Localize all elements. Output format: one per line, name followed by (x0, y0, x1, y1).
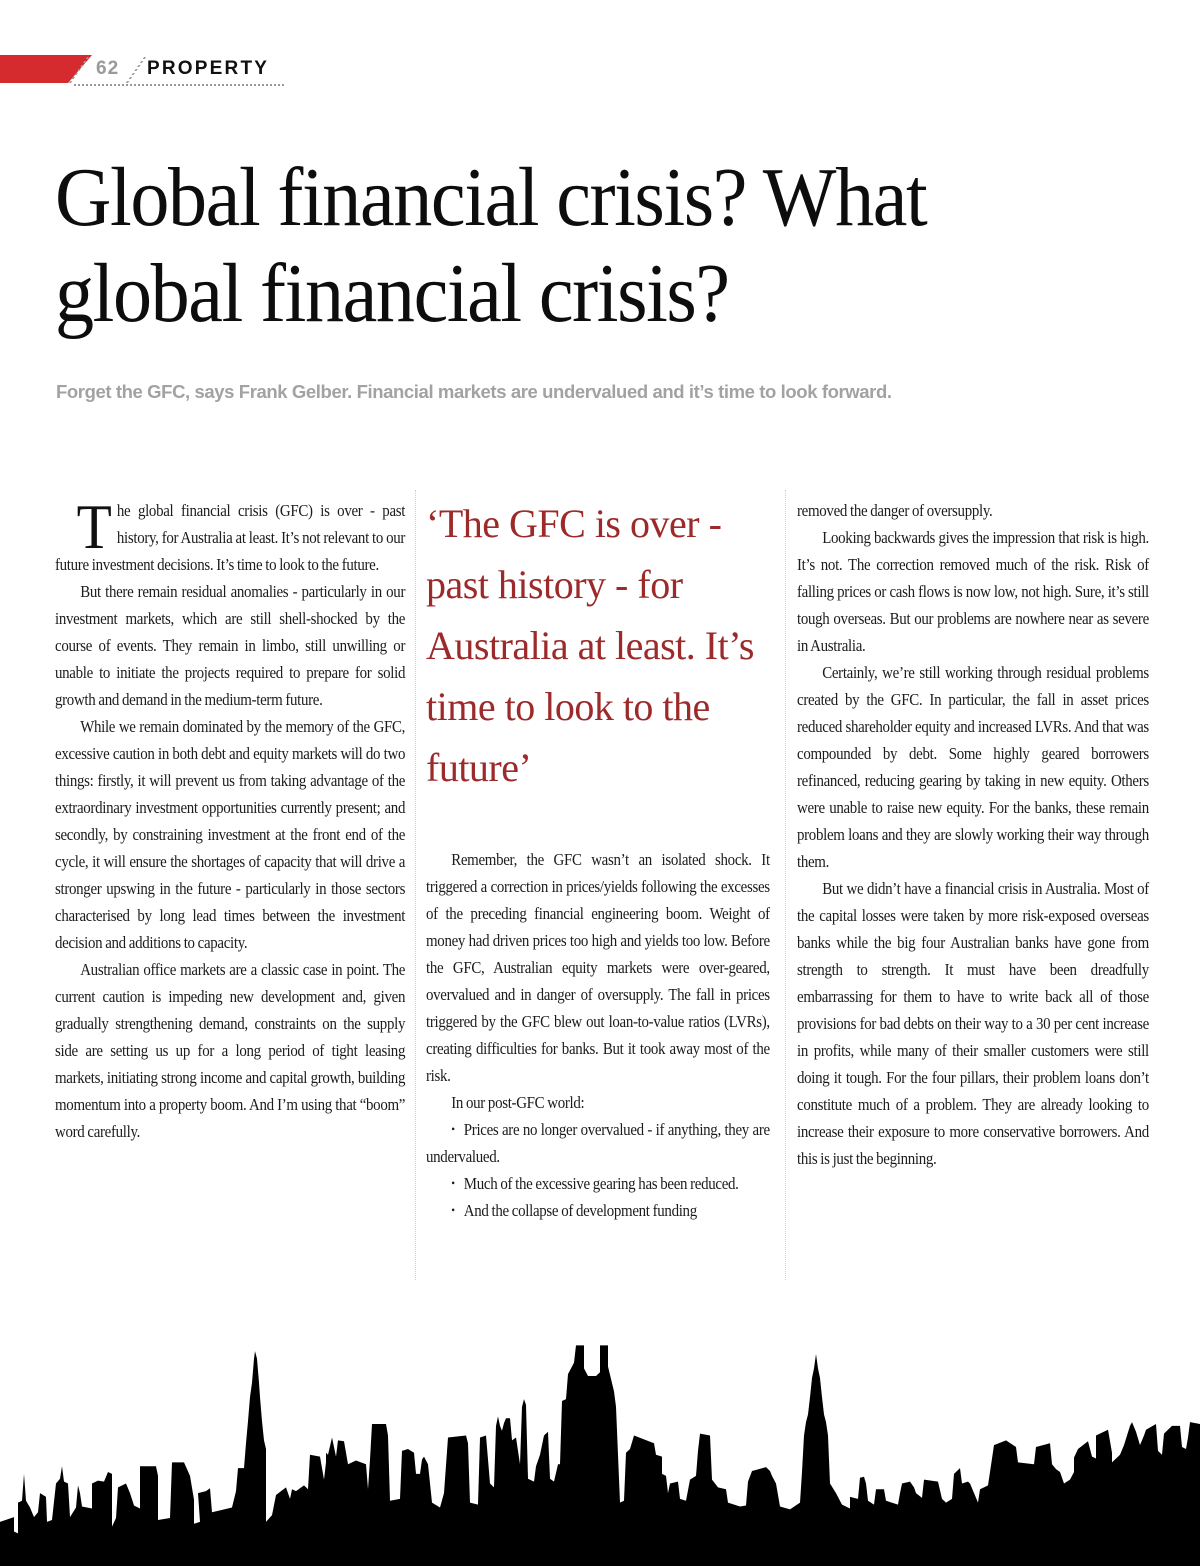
bullet-icon: • (451, 1176, 455, 1190)
paragraph: Certainly, we’re still working through residual problems created by the GFC. In particular, the fall in asset prices reduced shareholder equity and increased LVRs. And that was compounded by debt. Some highly geared borrowers refinanced, reducing gearing by taking in new equity. Others were unable to raise new equity. For the banks, these remain problem loans and they are slowly working their way through them. (797, 663, 1149, 871)
paragraph: In our post-GFC world: (451, 1093, 585, 1112)
article-column-3 (797, 497, 1149, 1172)
bullet-item (426, 1170, 770, 1197)
column-divider (415, 490, 416, 1280)
article-standfirst: Forget the GFC, says Frank Gelber. Financial markets are undervalued and it’s time to look forward. (56, 381, 892, 402)
paragraph: Looking backwards gives the impression that risk is high. It’s not. The correction removed much of the risk. Risk of falling prices or cash flows is now low, not high. Sure, it’s still tough overseas. But our problems are nowhere near as severe in Australia. (797, 528, 1149, 655)
bullet-item (426, 1116, 770, 1170)
paragraph: removed the danger of oversupply. (797, 501, 993, 520)
paragraph: Australian office markets are a classic case in point. The current caution is impeding new development and, given gradually strengthening demand, constraints on the supply side are setting us up for a long period of tight leasing markets, initiating strong income and capital growth, building momentum into a property boom. And I’m using that “boom” word carefully. (55, 960, 406, 1141)
bullet-item (426, 1197, 770, 1224)
article-title (55, 150, 1165, 342)
article-column-1 (55, 491, 406, 1145)
section-label: PROPERTY (147, 58, 270, 79)
paragraph: Remember, the GFC wasn’t an isolated shock. It triggered a correction in prices/yields following the excesses of the preceding financial engineering boom. Weight of money had driven prices too high and yields too low. Before the GFC, Australian equity markets were over-geared, overvalued and in danger of oversupply. The fall in prices triggered by the GFC blew out loan-to-value ratios (LVRs), creating difficulties for banks. But it took away most of the risk. (426, 850, 770, 1085)
pull-quote: ‘The GFC is over - past history - for Australia at least. It’s time to look to the future’ (426, 501, 754, 790)
dotted-separator (126, 57, 146, 83)
city-skyline-icon (0, 1330, 1200, 1566)
bullet-text: And the collapse of development funding (463, 1201, 697, 1220)
dotted-underline (74, 84, 284, 86)
article-title-line: Global financial crisis? What (55, 151, 927, 244)
page-header (0, 55, 300, 85)
bullet-icon: • (451, 1122, 455, 1136)
bullet-text: Prices are no longer overvalued - if anything, they are undervalued. (426, 1120, 770, 1166)
paragraph (55, 491, 406, 578)
article-column-2 (426, 497, 770, 1224)
bullet-icon: • (451, 1203, 455, 1217)
column-divider (785, 490, 786, 1280)
paragraph: But there remain residual anomalies - particularly in our investment markets, which are still shell-shocked by the course of events. They remain in limbo, still unwilling or unable to initiate the projects required to prepare for solid growth and demand in the medium-term future. (55, 582, 406, 709)
bullet-text: Much of the excessive gearing has been reduced. (463, 1174, 739, 1193)
article-title-line: global financial crisis? (55, 247, 729, 340)
paragraph-text: he global financial crisis (GFC) is over - past history, for Australia at least. It’s not relevant to our future investment decisions. It’s time to look to the future. (55, 501, 406, 574)
page-number: 62 (96, 58, 120, 79)
drop-cap: T (76, 491, 112, 562)
paragraph: But we didn’t have a financial crisis in Australia. Most of the capital losses were taken by more risk-exposed overseas banks while the big four Australian banks have gone from strength to strength. It must have been dreadfully embarrassing for them to have to write back all of those provisions for bad debts on their way to a 30 per cent increase in profits, while many of their smaller customers were still doing it tough. For the four pillars, their problem loans don’t constitute much of a problem. They are already looking to increase their exposure to more conservative borrowers. And this is just the beginning. (797, 879, 1149, 1168)
paragraph: While we remain dominated by the memory of the GFC, excessive caution in both debt and equity markets will do two things: firstly, it will prevent us from taking advantage of the extraordinary investment opportunities currently present; and secondly, by constraining investment at the front end of the cycle, it will ensure the shortages of capacity that will drive a stronger upswing in the future - particularly in those sectors characterised by long lead times between the investment decision and additions to capacity. (55, 717, 406, 952)
